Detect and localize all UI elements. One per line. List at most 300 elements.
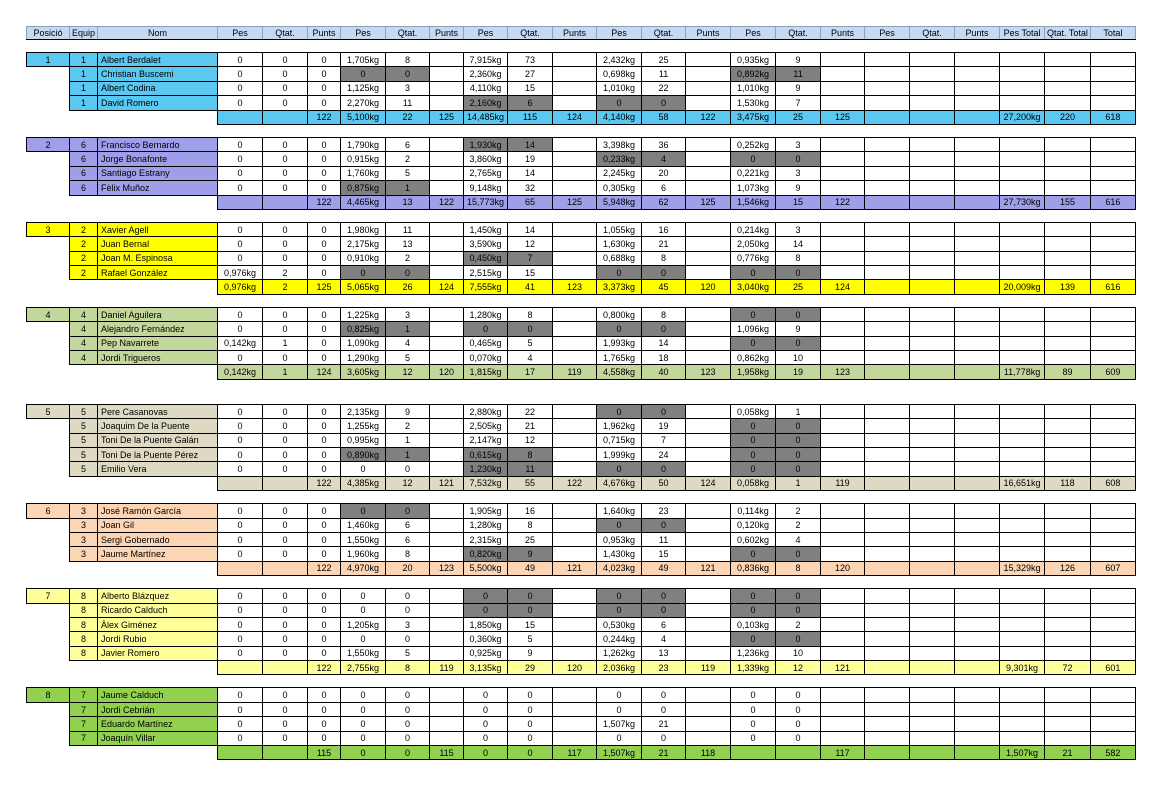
player-name[interactable]: Albert Codina bbox=[98, 81, 218, 95]
score-cell[interactable]: 0,875kg bbox=[341, 181, 386, 195]
score-cell[interactable]: 0 bbox=[464, 603, 508, 617]
empty-cell[interactable] bbox=[263, 209, 308, 222]
score-cell[interactable]: 4 bbox=[776, 532, 821, 546]
empty-cell[interactable] bbox=[955, 124, 1000, 137]
empty-cell[interactable] bbox=[731, 491, 776, 504]
score-cell[interactable]: 0,360kg bbox=[464, 632, 508, 646]
score-cell[interactable]: 6 bbox=[508, 96, 553, 110]
empty-cell[interactable] bbox=[910, 491, 955, 504]
total-cell[interactable] bbox=[1090, 617, 1135, 631]
empty-cell[interactable] bbox=[821, 392, 865, 405]
total-cell[interactable] bbox=[1000, 462, 1045, 476]
team-total-cell[interactable]: 0,142kg bbox=[218, 365, 263, 379]
player-name[interactable]: Rafael González bbox=[98, 266, 218, 280]
score-cell[interactable]: 1,290kg bbox=[341, 351, 386, 365]
score-cell[interactable]: 1,280kg bbox=[464, 518, 508, 532]
player-name[interactable]: Albert Berdalet bbox=[98, 53, 218, 67]
empty-cell[interactable] bbox=[865, 294, 910, 307]
total-cell[interactable] bbox=[1000, 589, 1045, 603]
team-total-cell[interactable] bbox=[865, 280, 910, 294]
score-cell[interactable] bbox=[553, 518, 597, 532]
score-cell[interactable]: 0 bbox=[341, 717, 386, 731]
team-total-cell[interactable] bbox=[263, 561, 308, 575]
score-cell[interactable] bbox=[955, 351, 1000, 365]
score-cell[interactable]: 0 bbox=[218, 237, 263, 251]
score-cell[interactable]: 4 bbox=[508, 351, 553, 365]
score-cell[interactable] bbox=[686, 462, 731, 476]
team-total-cell[interactable] bbox=[218, 746, 263, 760]
empty-cell[interactable] bbox=[430, 576, 464, 589]
empty-cell[interactable] bbox=[821, 576, 865, 589]
score-cell[interactable]: 0 bbox=[464, 322, 508, 336]
position-cell[interactable] bbox=[27, 81, 70, 95]
score-cell[interactable]: 0 bbox=[776, 589, 821, 603]
total-cell[interactable] bbox=[1090, 447, 1135, 461]
total-cell[interactable] bbox=[1045, 266, 1091, 280]
score-cell[interactable]: 0 bbox=[218, 322, 263, 336]
score-cell[interactable]: 0,688kg bbox=[597, 251, 642, 265]
score-cell[interactable] bbox=[821, 266, 865, 280]
empty-cell[interactable] bbox=[776, 576, 821, 589]
score-cell[interactable]: 2,270kg bbox=[341, 96, 386, 110]
empty-cell[interactable] bbox=[308, 294, 341, 307]
empty-cell[interactable] bbox=[821, 379, 865, 392]
score-cell[interactable]: 0,892kg bbox=[731, 67, 776, 81]
column-header[interactable]: Pes bbox=[865, 27, 910, 40]
column-header[interactable]: Qtat. bbox=[910, 27, 955, 40]
score-cell[interactable] bbox=[553, 53, 597, 67]
team-total-cell[interactable] bbox=[910, 280, 955, 294]
score-cell[interactable]: 0 bbox=[218, 419, 263, 433]
score-cell[interactable]: 0 bbox=[642, 96, 686, 110]
score-cell[interactable] bbox=[865, 152, 910, 166]
empty-cell[interactable] bbox=[341, 576, 386, 589]
score-cell[interactable]: 0 bbox=[308, 266, 341, 280]
score-cell[interactable]: 14 bbox=[776, 237, 821, 251]
score-cell[interactable] bbox=[910, 433, 955, 447]
score-cell[interactable] bbox=[553, 617, 597, 631]
score-cell[interactable] bbox=[430, 67, 464, 81]
score-cell[interactable]: 0 bbox=[341, 589, 386, 603]
score-cell[interactable] bbox=[430, 632, 464, 646]
empty-cell[interactable] bbox=[508, 209, 553, 222]
empty-cell[interactable] bbox=[865, 379, 910, 392]
total-cell[interactable] bbox=[1045, 731, 1091, 745]
column-header[interactable]: Qtat. Total bbox=[1045, 27, 1091, 40]
empty-cell[interactable] bbox=[955, 392, 1000, 405]
total-cell[interactable] bbox=[1000, 717, 1045, 731]
total-cell[interactable] bbox=[1045, 419, 1091, 433]
score-cell[interactable]: 0 bbox=[776, 336, 821, 350]
empty-cell[interactable] bbox=[1045, 124, 1091, 137]
score-cell[interactable]: 1 bbox=[386, 433, 430, 447]
empty-cell[interactable] bbox=[597, 40, 642, 53]
score-cell[interactable] bbox=[686, 322, 731, 336]
empty-cell[interactable] bbox=[27, 379, 70, 392]
total-cell[interactable] bbox=[1045, 307, 1091, 321]
score-cell[interactable]: 0 bbox=[731, 632, 776, 646]
score-cell[interactable]: 0 bbox=[308, 532, 341, 546]
score-cell[interactable] bbox=[865, 351, 910, 365]
column-header[interactable]: Punts bbox=[308, 27, 341, 40]
score-cell[interactable]: 13 bbox=[386, 237, 430, 251]
score-cell[interactable]: 0 bbox=[642, 688, 686, 702]
empty-cell[interactable] bbox=[1090, 576, 1135, 589]
empty-cell[interactable] bbox=[27, 661, 70, 675]
empty-cell[interactable] bbox=[464, 675, 508, 688]
empty-cell[interactable] bbox=[98, 746, 218, 760]
score-cell[interactable]: 1 bbox=[386, 181, 430, 195]
team-cell[interactable]: 4 bbox=[70, 336, 98, 350]
score-cell[interactable] bbox=[430, 53, 464, 67]
empty-cell[interactable] bbox=[263, 392, 308, 405]
player-name[interactable]: Juan Bernal bbox=[98, 237, 218, 251]
team-cell[interactable]: 5 bbox=[70, 433, 98, 447]
score-cell[interactable] bbox=[821, 336, 865, 350]
empty-cell[interactable] bbox=[1045, 392, 1091, 405]
score-cell[interactable] bbox=[553, 322, 597, 336]
total-cell[interactable] bbox=[1000, 351, 1045, 365]
total-cell[interactable] bbox=[1090, 166, 1135, 180]
score-cell[interactable] bbox=[955, 181, 1000, 195]
score-cell[interactable]: 0 bbox=[263, 404, 308, 418]
score-cell[interactable]: 0 bbox=[218, 53, 263, 67]
empty-cell[interactable] bbox=[642, 491, 686, 504]
score-cell[interactable]: 0 bbox=[218, 433, 263, 447]
empty-cell[interactable] bbox=[98, 491, 218, 504]
empty-cell[interactable] bbox=[1045, 379, 1091, 392]
score-cell[interactable] bbox=[910, 646, 955, 660]
score-cell[interactable]: 10 bbox=[776, 351, 821, 365]
total-cell[interactable] bbox=[1090, 251, 1135, 265]
total-cell[interactable] bbox=[1045, 53, 1091, 67]
score-cell[interactable] bbox=[910, 688, 955, 702]
score-cell[interactable]: 0,698kg bbox=[597, 67, 642, 81]
score-cell[interactable]: 0 bbox=[263, 589, 308, 603]
score-cell[interactable]: 0 bbox=[263, 702, 308, 716]
score-cell[interactable] bbox=[686, 433, 731, 447]
team-total-cell[interactable]: 118 bbox=[1045, 476, 1091, 490]
total-cell[interactable] bbox=[1045, 152, 1091, 166]
empty-cell[interactable] bbox=[1000, 491, 1045, 504]
score-cell[interactable]: 14 bbox=[642, 336, 686, 350]
score-cell[interactable]: 0 bbox=[642, 702, 686, 716]
score-cell[interactable]: 0 bbox=[386, 603, 430, 617]
empty-cell[interactable] bbox=[98, 561, 218, 575]
score-cell[interactable]: 0 bbox=[642, 518, 686, 532]
score-cell[interactable] bbox=[553, 166, 597, 180]
empty-cell[interactable] bbox=[642, 124, 686, 137]
score-cell[interactable]: 2,360kg bbox=[464, 67, 508, 81]
score-cell[interactable] bbox=[686, 181, 731, 195]
score-cell[interactable] bbox=[430, 589, 464, 603]
score-cell[interactable] bbox=[430, 532, 464, 546]
team-total-cell[interactable]: 120 bbox=[430, 365, 464, 379]
score-cell[interactable]: 0 bbox=[218, 462, 263, 476]
team-cell[interactable]: 6 bbox=[70, 166, 98, 180]
player-name[interactable]: Alejandro Fernández bbox=[98, 322, 218, 336]
team-total-cell[interactable]: 120 bbox=[686, 280, 731, 294]
team-total-cell[interactable]: 5,948kg bbox=[597, 195, 642, 209]
team-total-cell[interactable]: 16,651kg bbox=[1000, 476, 1045, 490]
position-cell[interactable] bbox=[27, 419, 70, 433]
score-cell[interactable]: 5 bbox=[386, 166, 430, 180]
team-total-cell[interactable]: 8 bbox=[386, 661, 430, 675]
empty-cell[interactable] bbox=[553, 124, 597, 137]
score-cell[interactable] bbox=[553, 731, 597, 745]
team-total-cell[interactable]: 15,773kg bbox=[464, 195, 508, 209]
total-cell[interactable] bbox=[1000, 222, 1045, 236]
team-total-cell[interactable]: 2,755kg bbox=[341, 661, 386, 675]
score-cell[interactable] bbox=[686, 688, 731, 702]
player-name[interactable]: Joan M. Espinosa bbox=[98, 251, 218, 265]
score-cell[interactable]: 0 bbox=[597, 96, 642, 110]
score-cell[interactable] bbox=[910, 53, 955, 67]
score-cell[interactable] bbox=[553, 336, 597, 350]
empty-cell[interactable] bbox=[1090, 124, 1135, 137]
team-cell[interactable]: 5 bbox=[70, 462, 98, 476]
score-cell[interactable]: 15 bbox=[508, 81, 553, 95]
empty-cell[interactable] bbox=[553, 491, 597, 504]
empty-cell[interactable] bbox=[776, 379, 821, 392]
score-cell[interactable] bbox=[553, 462, 597, 476]
score-cell[interactable]: 0,890kg bbox=[341, 447, 386, 461]
score-cell[interactable]: 6 bbox=[386, 518, 430, 532]
column-header[interactable]: Total bbox=[1090, 27, 1135, 40]
empty-cell[interactable] bbox=[341, 675, 386, 688]
score-cell[interactable]: 0 bbox=[776, 433, 821, 447]
score-cell[interactable]: 0,910kg bbox=[341, 251, 386, 265]
score-cell[interactable]: 0 bbox=[731, 731, 776, 745]
total-cell[interactable] bbox=[1090, 152, 1135, 166]
empty-cell[interactable] bbox=[27, 124, 70, 137]
score-cell[interactable]: 0 bbox=[308, 322, 341, 336]
score-cell[interactable] bbox=[865, 532, 910, 546]
score-cell[interactable]: 16 bbox=[508, 504, 553, 518]
empty-cell[interactable] bbox=[70, 110, 98, 124]
total-cell[interactable] bbox=[1045, 351, 1091, 365]
score-cell[interactable]: 0 bbox=[218, 404, 263, 418]
score-cell[interactable] bbox=[910, 632, 955, 646]
score-cell[interactable] bbox=[686, 532, 731, 546]
score-cell[interactable]: 0 bbox=[218, 632, 263, 646]
empty-cell[interactable] bbox=[218, 491, 263, 504]
score-cell[interactable]: 15 bbox=[642, 547, 686, 561]
total-cell[interactable] bbox=[1000, 646, 1045, 660]
score-cell[interactable]: 0 bbox=[308, 447, 341, 461]
score-cell[interactable] bbox=[865, 632, 910, 646]
score-cell[interactable]: 1,255kg bbox=[341, 419, 386, 433]
score-cell[interactable]: 22 bbox=[508, 404, 553, 418]
empty-cell[interactable] bbox=[553, 392, 597, 405]
score-cell[interactable]: 0 bbox=[386, 717, 430, 731]
empty-cell[interactable] bbox=[263, 40, 308, 53]
team-total-cell[interactable]: 72 bbox=[1045, 661, 1091, 675]
empty-cell[interactable] bbox=[430, 379, 464, 392]
score-cell[interactable]: 1,993kg bbox=[597, 336, 642, 350]
empty-cell[interactable] bbox=[597, 675, 642, 688]
empty-cell[interactable] bbox=[865, 576, 910, 589]
team-total-cell[interactable]: 1,507kg bbox=[1000, 746, 1045, 760]
player-name[interactable]: Jaume Martínez bbox=[98, 547, 218, 561]
score-cell[interactable]: 2 bbox=[386, 251, 430, 265]
score-cell[interactable] bbox=[686, 266, 731, 280]
score-cell[interactable] bbox=[821, 589, 865, 603]
empty-cell[interactable] bbox=[597, 124, 642, 137]
score-cell[interactable] bbox=[910, 266, 955, 280]
team-total-cell[interactable] bbox=[910, 365, 955, 379]
score-cell[interactable] bbox=[910, 251, 955, 265]
team-total-cell[interactable] bbox=[955, 195, 1000, 209]
empty-cell[interactable] bbox=[218, 209, 263, 222]
team-cell[interactable]: 6 bbox=[70, 152, 98, 166]
score-cell[interactable] bbox=[553, 307, 597, 321]
score-cell[interactable]: 9 bbox=[386, 404, 430, 418]
score-cell[interactable]: 0 bbox=[263, 237, 308, 251]
score-cell[interactable] bbox=[955, 518, 1000, 532]
score-cell[interactable] bbox=[910, 419, 955, 433]
score-cell[interactable] bbox=[430, 307, 464, 321]
score-cell[interactable]: 0 bbox=[308, 351, 341, 365]
score-cell[interactable] bbox=[553, 404, 597, 418]
score-cell[interactable]: 0 bbox=[218, 251, 263, 265]
score-cell[interactable]: 8 bbox=[508, 518, 553, 532]
team-total-cell[interactable]: 4,140kg bbox=[597, 110, 642, 124]
team-total-cell[interactable]: 3,475kg bbox=[731, 110, 776, 124]
team-total-cell[interactable]: 1,958kg bbox=[731, 365, 776, 379]
score-cell[interactable] bbox=[821, 166, 865, 180]
team-total-cell[interactable] bbox=[776, 746, 821, 760]
score-cell[interactable]: 0 bbox=[308, 419, 341, 433]
score-cell[interactable] bbox=[955, 617, 1000, 631]
empty-cell[interactable] bbox=[910, 379, 955, 392]
empty-cell[interactable] bbox=[865, 124, 910, 137]
total-cell[interactable] bbox=[1000, 688, 1045, 702]
score-cell[interactable] bbox=[910, 222, 955, 236]
score-cell[interactable]: 6 bbox=[386, 137, 430, 151]
score-cell[interactable] bbox=[553, 646, 597, 660]
team-total-cell[interactable]: 0 bbox=[341, 746, 386, 760]
team-total-cell[interactable]: 21 bbox=[642, 746, 686, 760]
column-header[interactable]: Qtat. bbox=[776, 27, 821, 40]
score-cell[interactable]: 0 bbox=[386, 731, 430, 745]
score-cell[interactable] bbox=[430, 462, 464, 476]
empty-cell[interactable] bbox=[865, 209, 910, 222]
score-cell[interactable] bbox=[553, 504, 597, 518]
empty-cell[interactable] bbox=[776, 40, 821, 53]
score-cell[interactable] bbox=[430, 251, 464, 265]
empty-cell[interactable] bbox=[70, 675, 98, 688]
score-cell[interactable] bbox=[865, 336, 910, 350]
team-total-cell[interactable] bbox=[910, 110, 955, 124]
total-cell[interactable] bbox=[1045, 404, 1091, 418]
team-total-cell[interactable]: 125 bbox=[821, 110, 865, 124]
empty-cell[interactable] bbox=[70, 365, 98, 379]
score-cell[interactable] bbox=[821, 81, 865, 95]
empty-cell[interactable] bbox=[70, 661, 98, 675]
score-cell[interactable] bbox=[430, 731, 464, 745]
score-cell[interactable] bbox=[553, 702, 597, 716]
team-total-cell[interactable]: 124 bbox=[430, 280, 464, 294]
score-cell[interactable]: 0 bbox=[341, 67, 386, 81]
score-cell[interactable]: 3,860kg bbox=[464, 152, 508, 166]
score-cell[interactable] bbox=[553, 237, 597, 251]
score-cell[interactable]: 0 bbox=[263, 532, 308, 546]
score-cell[interactable] bbox=[686, 251, 731, 265]
score-cell[interactable]: 9 bbox=[776, 53, 821, 67]
position-cell[interactable]: 7 bbox=[27, 589, 70, 603]
score-cell[interactable] bbox=[955, 251, 1000, 265]
team-total-cell[interactable]: 3,040kg bbox=[731, 280, 776, 294]
player-name[interactable]: Jorge Bonafonte bbox=[98, 152, 218, 166]
score-cell[interactable]: 0 bbox=[731, 152, 776, 166]
team-total-cell[interactable] bbox=[910, 661, 955, 675]
total-cell[interactable] bbox=[1090, 462, 1135, 476]
score-cell[interactable]: 0,244kg bbox=[597, 632, 642, 646]
empty-cell[interactable] bbox=[464, 491, 508, 504]
player-name[interactable]: Daniel Aguilera bbox=[98, 307, 218, 321]
team-total-cell[interactable]: 120 bbox=[821, 561, 865, 575]
team-total-cell[interactable] bbox=[263, 476, 308, 490]
score-cell[interactable]: 11 bbox=[642, 67, 686, 81]
team-cell[interactable]: 8 bbox=[70, 632, 98, 646]
empty-cell[interactable] bbox=[642, 576, 686, 589]
player-name[interactable]: Pere Casanovas bbox=[98, 404, 218, 418]
score-cell[interactable]: 0 bbox=[776, 462, 821, 476]
score-cell[interactable]: 0 bbox=[263, 731, 308, 745]
empty-cell[interactable] bbox=[70, 209, 98, 222]
empty-cell[interactable] bbox=[98, 40, 218, 53]
score-cell[interactable] bbox=[430, 336, 464, 350]
score-cell[interactable]: 4 bbox=[386, 336, 430, 350]
empty-cell[interactable] bbox=[955, 40, 1000, 53]
team-total-cell[interactable]: 40 bbox=[642, 365, 686, 379]
empty-cell[interactable] bbox=[955, 491, 1000, 504]
score-cell[interactable]: 1,125kg bbox=[341, 81, 386, 95]
empty-cell[interactable] bbox=[70, 294, 98, 307]
score-cell[interactable]: 0 bbox=[218, 137, 263, 151]
empty-cell[interactable] bbox=[98, 294, 218, 307]
empty-cell[interactable] bbox=[263, 124, 308, 137]
total-cell[interactable] bbox=[1090, 632, 1135, 646]
player-name[interactable]: Joaquim De la Puente bbox=[98, 419, 218, 433]
score-cell[interactable]: 0 bbox=[642, 731, 686, 745]
team-cell[interactable]: 2 bbox=[70, 266, 98, 280]
score-cell[interactable] bbox=[865, 717, 910, 731]
score-cell[interactable] bbox=[821, 632, 865, 646]
score-cell[interactable]: 0 bbox=[308, 617, 341, 631]
score-cell[interactable]: 0 bbox=[218, 518, 263, 532]
team-total-cell[interactable]: 122 bbox=[308, 195, 341, 209]
team-cell[interactable]: 8 bbox=[70, 589, 98, 603]
total-cell[interactable] bbox=[1000, 251, 1045, 265]
score-cell[interactable]: 0,214kg bbox=[731, 222, 776, 236]
score-cell[interactable] bbox=[955, 702, 1000, 716]
team-total-cell[interactable]: 608 bbox=[1090, 476, 1135, 490]
score-cell[interactable]: 0,058kg bbox=[731, 404, 776, 418]
player-name[interactable]: Emilio Vera bbox=[98, 462, 218, 476]
score-cell[interactable] bbox=[821, 617, 865, 631]
empty-cell[interactable] bbox=[508, 576, 553, 589]
team-total-cell[interactable]: 14,485kg bbox=[464, 110, 508, 124]
player-name[interactable]: Christian Buscemi bbox=[98, 67, 218, 81]
score-cell[interactable]: 4 bbox=[642, 632, 686, 646]
score-cell[interactable]: 0 bbox=[263, 433, 308, 447]
player-name[interactable]: Xavier Agell bbox=[98, 222, 218, 236]
score-cell[interactable]: 0 bbox=[776, 547, 821, 561]
score-cell[interactable] bbox=[553, 81, 597, 95]
empty-cell[interactable] bbox=[98, 195, 218, 209]
